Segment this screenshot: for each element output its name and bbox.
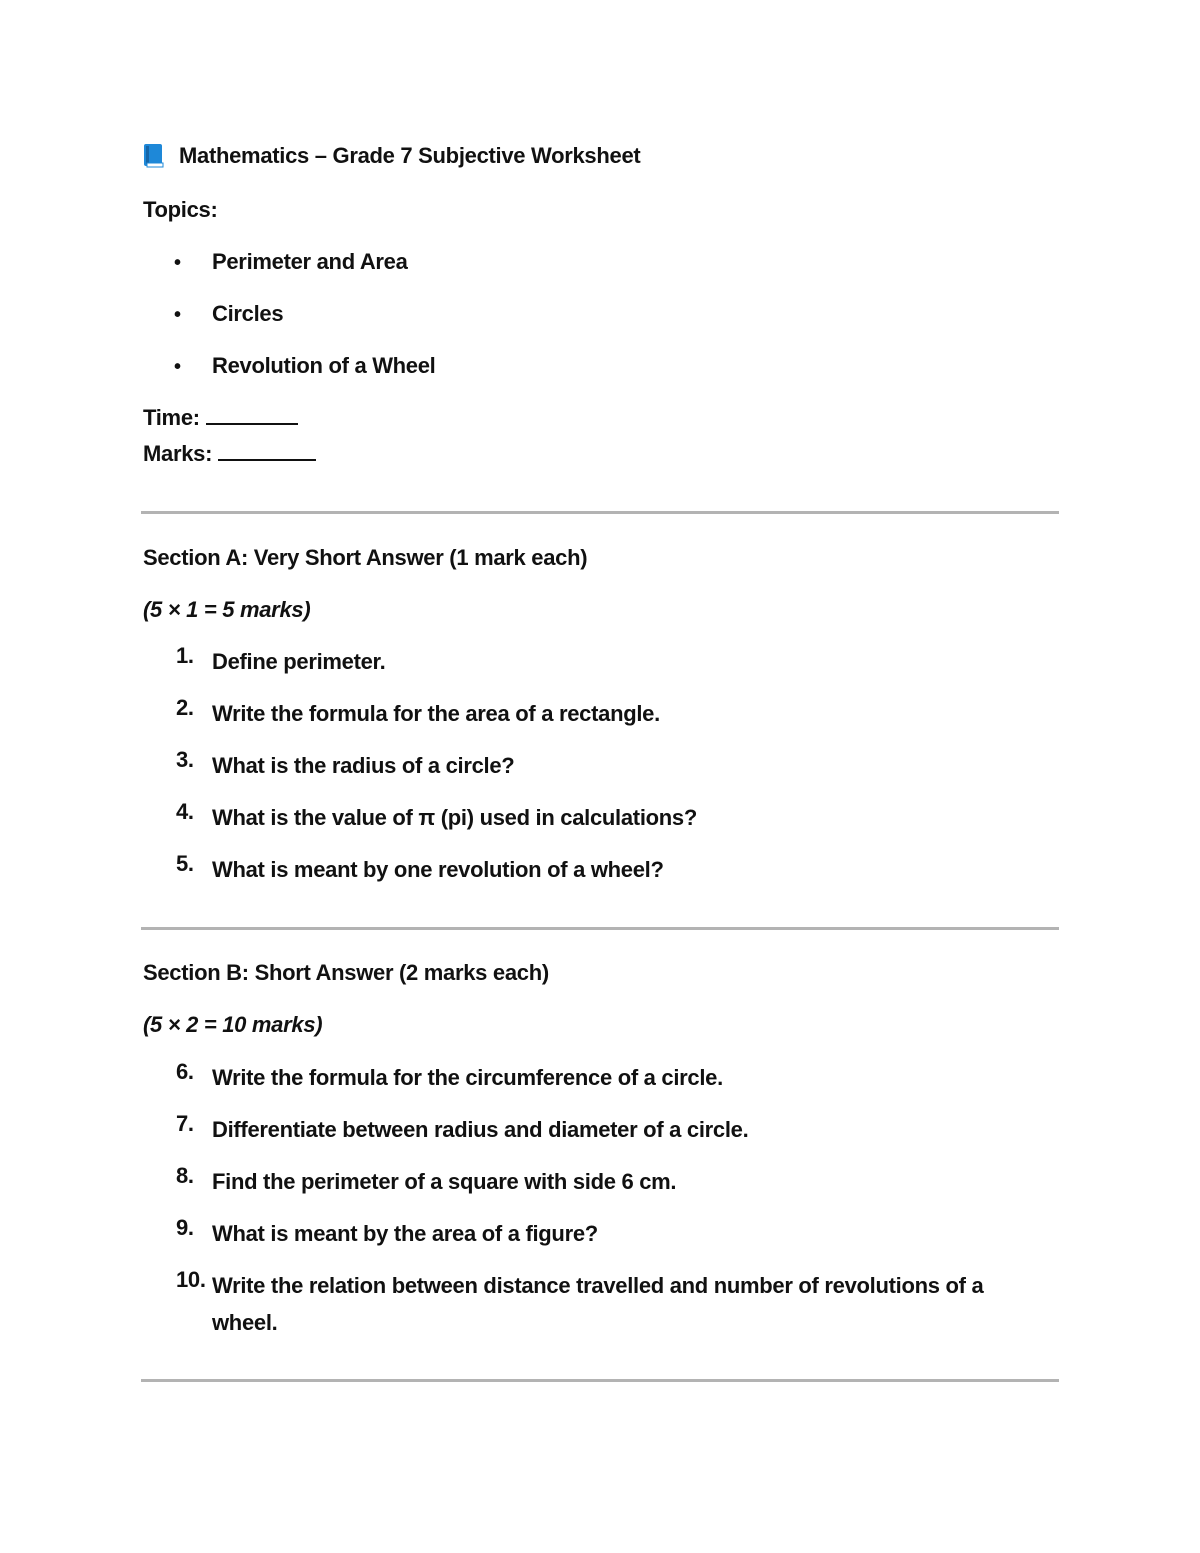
section-b-marks-note: (5 × 2 = 10 marks) <box>143 1012 323 1037</box>
section-a-marks-note: (5 × 1 = 5 marks) <box>143 597 311 622</box>
section-a-heading: Section A: Very Short Answer (1 mark each) <box>143 545 588 570</box>
bullet-icon: • <box>174 252 181 274</box>
question-item: 1. Define perimeter. <box>176 643 386 674</box>
question-item: 8. Find the perimeter of a square with side 6 cm. <box>176 1163 677 1194</box>
marks-label: Marks: <box>143 441 213 466</box>
bullet-icon: • <box>174 304 181 326</box>
question-item: 2. Write the formula for the area of a rectangle. <box>176 695 660 726</box>
time-field <box>143 405 298 431</box>
divider <box>141 1379 1059 1382</box>
question-item: 6. Write the formula for the circumference of a circle. <box>176 1059 723 1090</box>
topics-label: Topics: <box>143 197 218 222</box>
question-item: 5. What is meant by one revolution of a wheel? <box>176 851 664 882</box>
divider <box>141 927 1059 930</box>
topic-item: • Perimeter and Area <box>174 249 408 274</box>
question-item: 9. What is meant by the area of a figure? <box>176 1215 598 1246</box>
divider <box>141 511 1059 514</box>
title-text: Mathematics – Grade 7 Subjective Worksheet <box>179 143 641 168</box>
question-item: 10. Write the relation between distance travelled and number of revolutions of a wheel. <box>176 1267 984 1335</box>
topic-item: • Revolution of a Wheel <box>174 353 436 378</box>
question-item: 3. What is the radius of a circle? <box>176 747 515 778</box>
marks-blank[interactable] <box>218 441 316 461</box>
bullet-icon: • <box>174 356 181 378</box>
marks-field <box>143 441 316 467</box>
section-b-heading: Section B: Short Answer (2 marks each) <box>143 960 549 985</box>
question-item: 7. Differentiate between radius and diameter of a circle. <box>176 1111 749 1142</box>
page-title <box>144 143 640 169</box>
blue-book-icon <box>144 144 164 168</box>
time-blank[interactable] <box>206 405 298 425</box>
question-item: 4. What is the value of π (pi) used in calculations? <box>176 799 697 830</box>
time-label: Time: <box>143 405 200 430</box>
topic-item: • Circles <box>174 301 284 326</box>
